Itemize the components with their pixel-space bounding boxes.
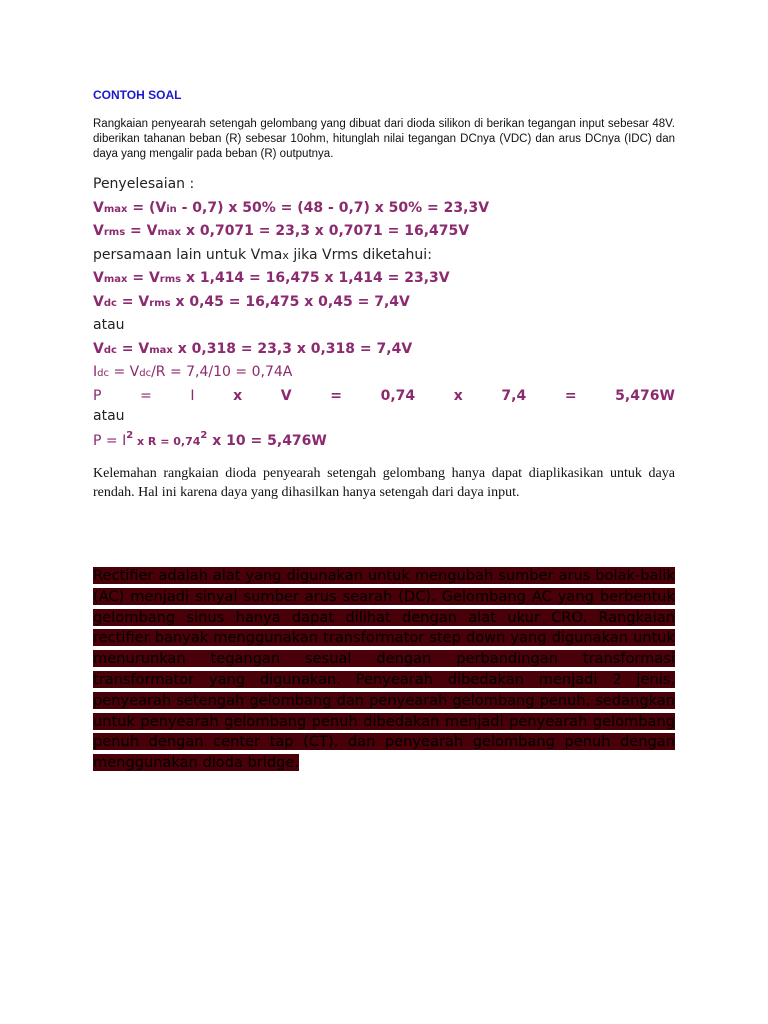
eq-subscript: dc (139, 368, 152, 379)
eq-term: V (93, 340, 104, 357)
eq-term: = V (127, 270, 160, 286)
equation-vmax-from-vrms (93, 267, 675, 291)
equation-vdc-rms (93, 291, 675, 315)
eq-term: V (93, 293, 104, 310)
eq-superscript: 2 (200, 430, 208, 441)
problem-text: Rangkaian penyearah setengah gelombang yang dibuat dari dioda silikon di berikan tegangan input sebesar 48V. diberikan tahanan beban (R) sebesar 10ohm, hitunglah nilai tegangan DCnya (VDC) dan arus DCnya (IDC) dan daya yang mengalir pada beban (R) outputnya. (93, 118, 675, 160)
eq-token: 7,4 (501, 387, 527, 404)
eq-term: x 10 = 5,476W (207, 433, 327, 449)
eq-term: x 0,7071 = 23,3 x 0,7071 = 16,475V (181, 223, 470, 239)
eq-term: x 0,45 = 16,475 x 0,45 = 7,4V (170, 293, 410, 310)
eq-term: = (V (127, 199, 167, 216)
solution-block (93, 173, 675, 454)
eq-term: x 0,318 = 23,3 x 0,318 = 7,4V (172, 340, 413, 357)
eq-token: x (453, 387, 463, 404)
equation-idc (93, 361, 675, 385)
eq-term: P = I (93, 433, 127, 449)
eq-token: I (190, 387, 195, 404)
alternate-equation-note (93, 244, 675, 268)
eq-term: I (93, 364, 98, 380)
note-text: jika Vrms diketahui: (288, 246, 432, 263)
rectifier-highlight-paragraph (93, 566, 675, 774)
eq-term: V (93, 270, 104, 286)
note-subscript: x (282, 248, 289, 262)
problem-statement (93, 117, 675, 162)
eq-term: x R = 0,74 (133, 435, 201, 448)
eq-subscript: dc (103, 344, 117, 356)
equation-vmax (93, 197, 675, 221)
eq-term: /R = 7,4/10 = 0,74A (151, 364, 293, 380)
eq-term: = V (116, 293, 150, 310)
equation-power-i2r (93, 430, 675, 454)
eq-subscript: in (166, 203, 177, 215)
solution-label: Penyelesaian : (93, 176, 195, 192)
eq-token: 5,476W (615, 387, 675, 404)
eq-token: = (564, 387, 577, 404)
eq-subscript: max (103, 274, 128, 285)
eq-token: 0,74 (380, 387, 416, 404)
weakness-paragraph: Kelemahan rangkaian dioda penyearah setengah gelombang hanya dapat diaplikasikan untuk daya rendah. Hal ini karena daya yang dihasilkan hanya setengah dari daya input. (93, 466, 675, 500)
note-text: persamaan lain untuk Vma (93, 246, 283, 263)
rectifier-text: Rectifier adalah alat yang digunakan untuk mengubah sumber arus bolak-balik (AC) menjadi sinyal sumber arus searah (DC). Gelombang AC yang berbentuk gelombang sinus hanya dapat dilihat dengan alat ukur CRO. Rangkaian rectifier banyak menggunakan transformator step down yang digunakan untuk menurunkan tegangan sesual dengan perbandingan transformasi transformator yang digunakan. Penyearah dibedakan menjadi 2 jenis, penyearah setengah gelombang dan penyearah gelombang penuh, sedangkan untuk penyearah gelombang penuh dibedakan menjadi penyearah gelombang penuh dengan center tap (CT), dan penyearah gelombang penuh dengan menggunakan dioda bridge. (93, 567, 675, 772)
eq-token: = (140, 387, 152, 404)
eq-subscript: rms (159, 274, 182, 285)
eq-term: V (93, 223, 104, 239)
eq-term: = V (109, 364, 140, 380)
atau-label: atau (93, 408, 125, 424)
equation-vrms (93, 220, 675, 244)
equation-power-spread (93, 385, 675, 409)
eq-token: P (93, 387, 102, 404)
eq-term: x 1,414 = 16,475 x 1,414 = 23,3V (181, 270, 450, 286)
atau-label: atau (93, 317, 125, 333)
section-heading: CONTOH SOAL (93, 88, 182, 102)
eq-term: = V (116, 340, 150, 357)
eq-token: V (280, 387, 292, 404)
eq-subscript: rms (149, 297, 171, 309)
eq-subscript: max (103, 203, 128, 215)
eq-term: - 0,7) x 50% = (48 - 0,7) x 50% = 23,3V (176, 199, 490, 216)
equation-vdc-max (93, 338, 675, 362)
eq-subscript: rms (103, 227, 126, 238)
eq-subscript: max (157, 227, 182, 238)
eq-term: V (93, 199, 104, 216)
eq-superscript: 2 (126, 430, 134, 441)
eq-token: x (233, 387, 243, 404)
eq-term: = V (125, 223, 158, 239)
eq-subscript: max (149, 344, 173, 356)
eq-subscript: dc (103, 297, 117, 309)
eq-token: = (330, 387, 342, 404)
eq-subscript: dc (97, 368, 109, 379)
